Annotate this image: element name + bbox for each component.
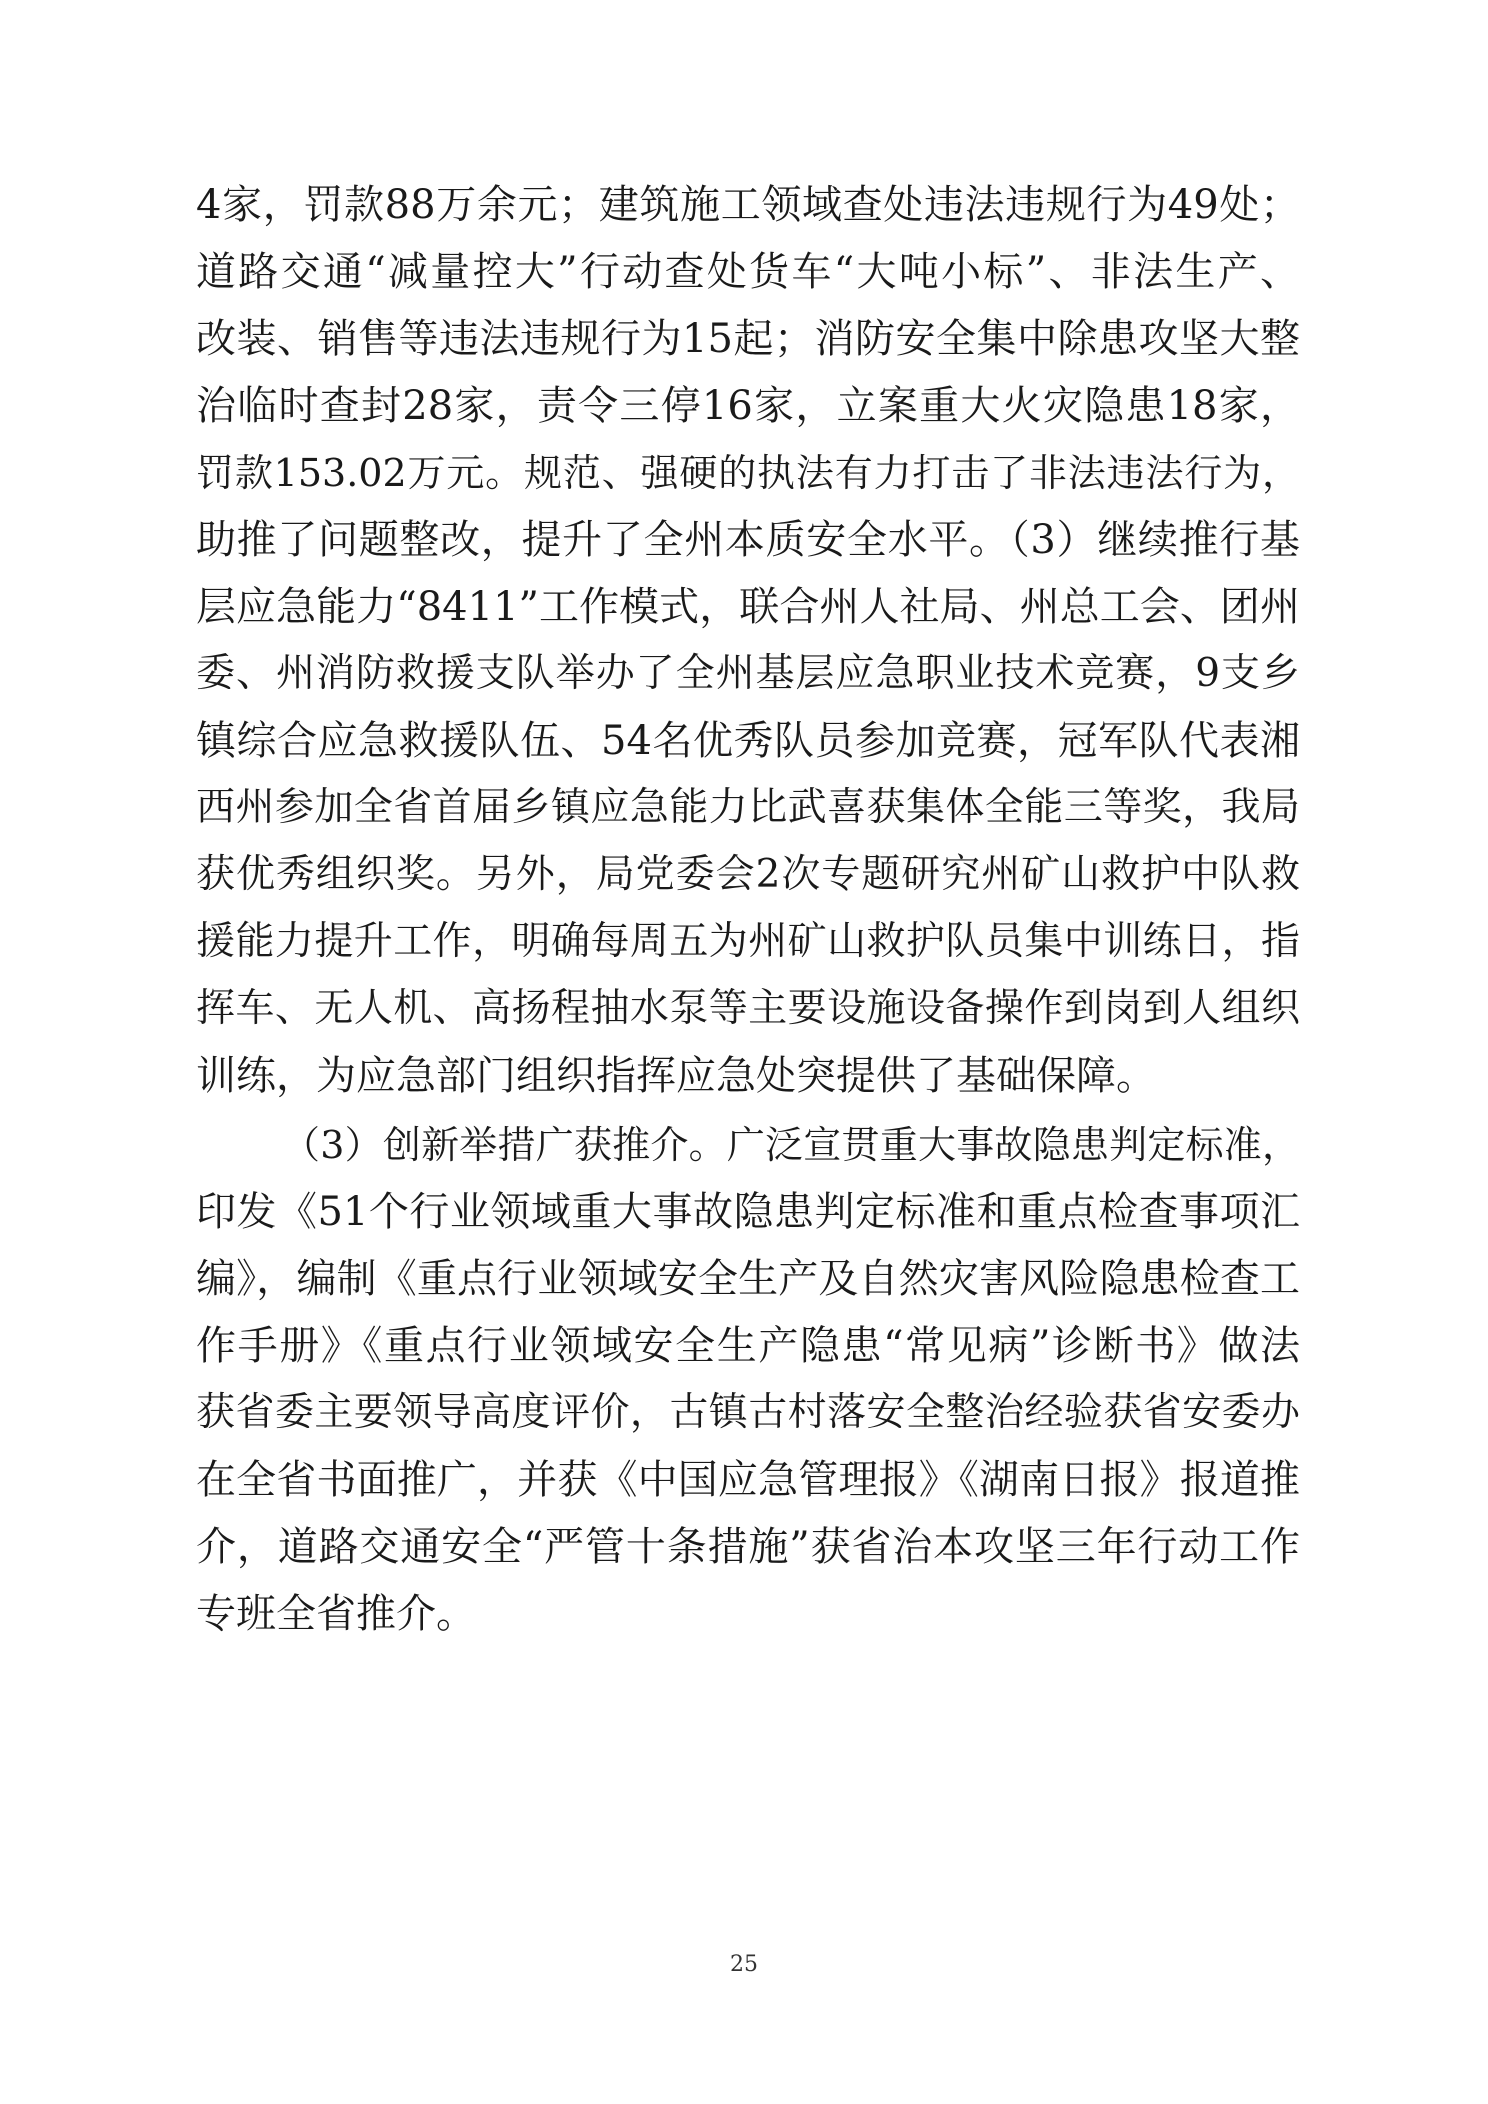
text-line: 道路交通“减量控大”行动查处货车“大吨小标”、非法生产、 [196, 249, 1300, 295]
text-line: 作手册》《重点行业领域安全生产隐患“常见病”诊断书》做法 [196, 1323, 1300, 1369]
text-line: 编》，编制《重点行业领域安全生产及自然灾害风险隐患检查工 [196, 1256, 1300, 1302]
text-line: 介，道路交通安全“严管十条措施”获省治本攻坚三年行动工作 [196, 1524, 1300, 1570]
text-line: 西州参加全省首届乡镇应急能力比武喜获集体全能三等奖，我局 [196, 785, 1300, 830]
text-line: 挥车、无人机、高扬程抽水泵等主要设施设备操作到岗到人组织 [196, 986, 1300, 1031]
text-line: 训练，为应急部门组织指挥应急处突提供了基础保障。 [196, 1053, 1156, 1099]
text-line: 镇综合应急救援队伍、54名优秀队员参加竞赛，冠军队代表湘 [196, 718, 1300, 764]
text-line: （3）创新举措广获推介。广泛宣贯重大事故隐患判定标准， [282, 1123, 1300, 1167]
text-line: 援能力提升工作，明确每周五为州矿山救护队员集中训练日，指 [196, 919, 1300, 964]
text-line: 4家，罚款88万余元；建筑施工领域查处违法违规行为49处； [196, 182, 1300, 228]
text-line: 获优秀组织奖。另外，局党委会2次专题研究州矿山救护中队救 [196, 852, 1300, 897]
text-line: 治临时查封28家，责令三停16家，立案重大火灾隐患18家， [196, 383, 1300, 429]
text-line: 专班全省推介。 [196, 1591, 476, 1637]
text-line: 改装、销售等违法违规行为15起；消防安全集中除患攻坚大整 [196, 316, 1300, 362]
text-line: 层应急能力“8411”工作模式，联合州人社局、州总工会、团州 [196, 584, 1300, 630]
text-line: 在全省书面推广，并获《中国应急管理报》《湖南日报》报道推 [196, 1457, 1300, 1503]
text-line: 助推了问题整改，提升了全州本质安全水平。（3）继续推行基 [196, 517, 1300, 563]
text-line: 印发《51个行业领域重大事故隐患判定标准和重点检查事项汇 [196, 1189, 1300, 1235]
text-line: 委、州消防救援支队举办了全州基层应急职业技术竞赛，9支乡 [196, 651, 1300, 696]
text-line: 罚款153.02万元。规范、强硬的执法有力打击了非法违法行为， [196, 451, 1300, 495]
page-number: 25 [730, 1952, 758, 1977]
text-line: 获省委主要领导高度评价，古镇古村落安全整治经验获省安委办 [196, 1390, 1300, 1435]
